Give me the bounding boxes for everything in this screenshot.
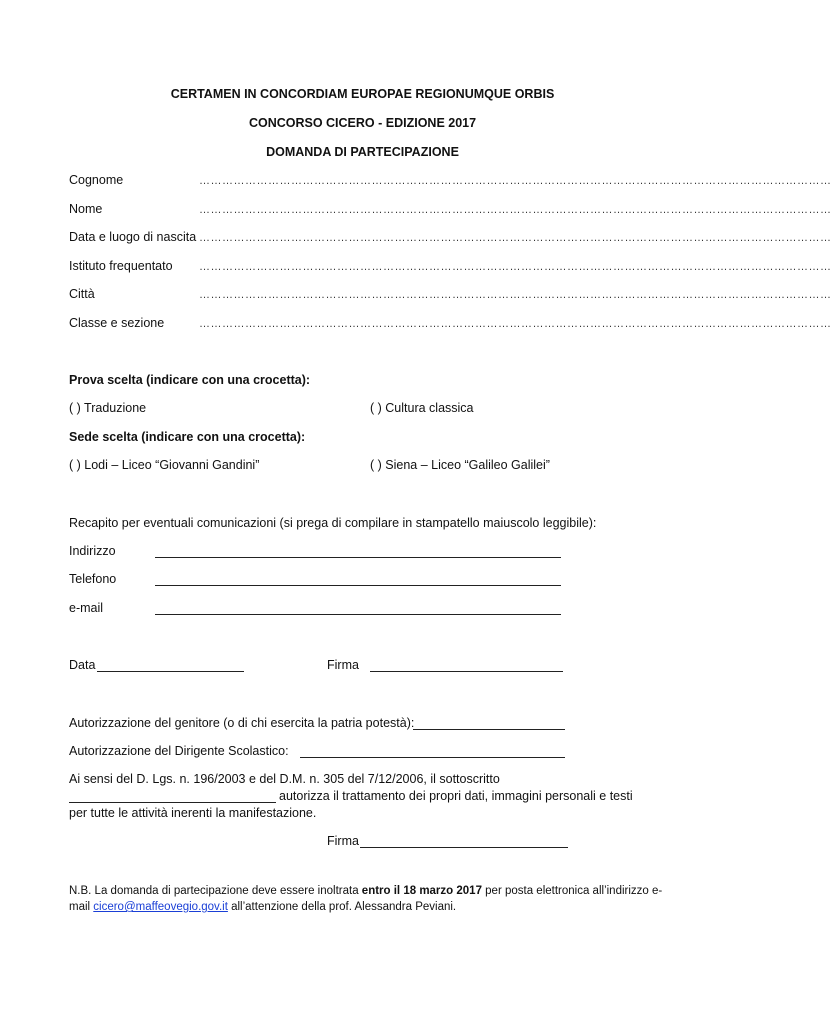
- field-nascita: [69, 230, 196, 244]
- privacy-firma-line[interactable]: [360, 834, 568, 848]
- data-line[interactable]: [97, 658, 244, 672]
- form-title: CERTAMEN IN CONCORDIAM EUROPAE REGIONUMQUE ORBIS: [170, 87, 555, 101]
- option-siena[interactable]: ( ) Siena – Liceo “Galileo Galilei”: [370, 458, 550, 472]
- recapito-intro: Recapito per eventuali comunicazioni (si prega di compilare in stampatello maiuscolo leggibile):: [69, 516, 597, 530]
- note-deadline: entro il 18 marzo 2017: [361, 885, 482, 897]
- field-nascita-dots[interactable]: …………………………………………………………………………………………………………………………………………………: [199, 232, 832, 244]
- field-nome-dots[interactable]: …………………………………………………………………………………………………………………………………………………: [199, 204, 832, 216]
- sede-heading: Sede scelta (indicare con una crocetta):: [69, 430, 306, 444]
- indirizzo-line[interactable]: [155, 544, 561, 558]
- field-classe-dots[interactable]: …………………………………………………………………………………………………………………………………………………: [199, 318, 832, 330]
- field-cognome-dots[interactable]: …………………………………………………………………………………………………………………………………………………: [199, 175, 832, 187]
- note-text: mail: [69, 901, 94, 913]
- field-cognome: [69, 173, 123, 187]
- field-label: Cognome: [69, 173, 124, 187]
- field-istituto: [69, 259, 173, 273]
- sottoscritto-line[interactable]: [69, 789, 276, 803]
- note-text: all’attenzione della prof. Alessandra Peviani.: [227, 901, 457, 913]
- option-cultura-classica[interactable]: ( ) Cultura classica: [370, 401, 474, 415]
- privacy-line3: per tutte le attività inerenti la manifestazione.: [69, 806, 317, 820]
- firma-label: Firma: [327, 658, 359, 672]
- privacy-firma-label: Firma: [327, 834, 359, 848]
- field-label: Classe e sezione: [69, 316, 165, 330]
- telefono-line[interactable]: [155, 572, 561, 586]
- auth-dirigente-line[interactable]: [300, 744, 565, 758]
- option-traduzione[interactable]: ( ) Traduzione: [69, 401, 147, 415]
- privacy-line1: Ai sensi del D. Lgs. n. 196/2003 e del D.M. n. 305 del 7/12/2006, il sottoscritto: [69, 772, 500, 786]
- note-text: N.B. La domanda di partecipazione deve essere inoltrata: [69, 885, 362, 897]
- field-classe: [69, 316, 164, 330]
- field-label: Città: [69, 287, 95, 301]
- data-label: Data: [69, 658, 96, 672]
- privacy-line2: autorizza il trattamento dei propri dati, immagini personali e testi: [279, 789, 633, 803]
- field-istituto-dots[interactable]: …………………………………………………………………………………………………………………………………………………: [199, 261, 832, 273]
- field-label: Data e luogo di nascita: [69, 230, 197, 244]
- field-citta-dots[interactable]: …………………………………………………………………………………………………………………………………………………: [199, 289, 832, 301]
- option-lodi[interactable]: ( ) Lodi – Liceo “Giovanni Gandini”: [69, 458, 260, 472]
- auth-dirigente-label: Autorizzazione del Dirigente Scolastico:: [69, 744, 289, 758]
- field-label: Istituto frequentato: [69, 259, 173, 273]
- recapito-email-label: e-mail: [69, 601, 104, 615]
- note-line2: [69, 901, 456, 913]
- recapito-indirizzo-label: Indirizzo: [69, 544, 116, 558]
- auth-genitore-label: Autorizzazione del genitore (o di chi esercita la patria potestà):: [69, 716, 415, 730]
- field-citta: [69, 287, 95, 301]
- field-label: Nome: [69, 202, 103, 216]
- firma-line[interactable]: [370, 658, 563, 672]
- note-line1: [69, 885, 662, 897]
- recapito-telefono-label: Telefono: [69, 572, 117, 586]
- form-subtitle: CONCORSO CICERO - EDIZIONE 2017: [248, 116, 477, 130]
- auth-genitore-line[interactable]: [413, 716, 565, 730]
- email-line[interactable]: [155, 601, 561, 615]
- email-link[interactable]: cicero@maffeovegio.gov.it: [93, 901, 228, 913]
- field-nome: [69, 202, 102, 216]
- prova-heading: Prova scelta (indicare con una crocetta):: [69, 373, 311, 387]
- form-heading: DOMANDA DI PARTECIPAZIONE: [266, 145, 459, 159]
- note-text: per posta elettronica all’indirizzo e-: [481, 885, 663, 897]
